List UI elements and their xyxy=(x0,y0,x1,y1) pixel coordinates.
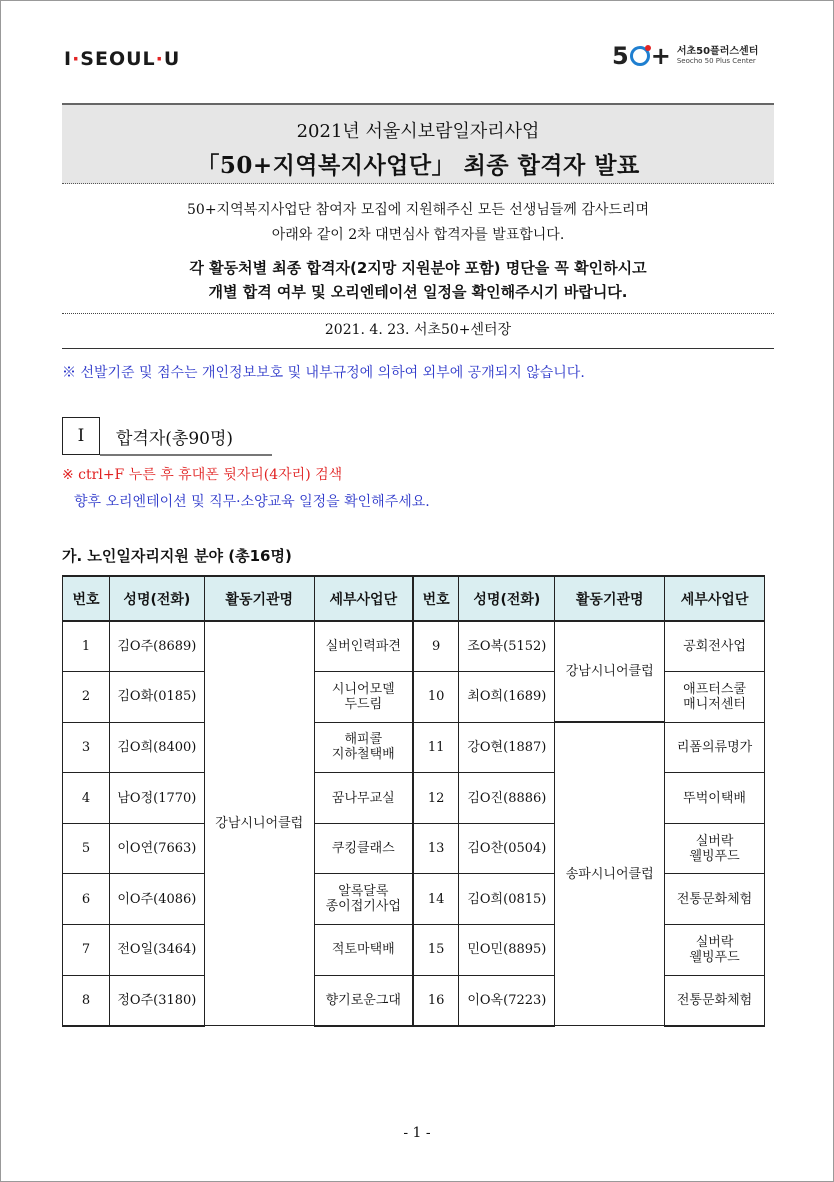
biz-cell: 전통문화체험 xyxy=(665,874,765,925)
biz-cell: 리폼의류명가 xyxy=(665,722,765,773)
title-box xyxy=(62,103,774,184)
intro-bold-text xyxy=(62,256,774,304)
sub-heading: 가. 노인일자리지원 분야 (총16명) xyxy=(62,547,292,565)
applicant-name: 김O진(8886) xyxy=(459,773,555,824)
row-number: 2 xyxy=(63,672,110,723)
header-cell: 세부사업단 xyxy=(314,576,413,621)
page-number: - 1 - xyxy=(403,1125,431,1141)
row-number: 6 xyxy=(63,874,110,925)
divider xyxy=(62,348,774,349)
header-cell: 성명(전화) xyxy=(109,576,204,621)
biz-cell: 알록달록 종이접기사업 xyxy=(314,874,413,925)
logo-text: 서초50플러스센터 Seocho 50 Plus Center xyxy=(676,46,759,65)
biz-cell: 적토마택배 xyxy=(314,925,413,976)
seoul-logo: I·SEOUL·U xyxy=(64,48,181,70)
seocho-50plus-logo xyxy=(612,40,772,72)
org-cell: 강남시니어클럽 xyxy=(204,621,314,1026)
intro-line1: 50+지역복지사업단 참여자 모집에 지원해주신 모든 선생님들께 감사드리며 xyxy=(187,202,649,218)
row-number: 1 xyxy=(63,621,110,672)
intro-text xyxy=(62,198,774,248)
row-number: 5 xyxy=(63,823,110,874)
applicant-name: 최O희(1689) xyxy=(459,672,555,723)
intro-bold-line2: 개별 합격 여부 및 오리엔테이션 일정을 확인해주시기 바랍니다. xyxy=(208,283,628,301)
applicant-table xyxy=(62,575,765,1027)
row-number: 10 xyxy=(413,672,459,723)
biz-cell: 공회전사업 xyxy=(665,621,765,672)
biz-cell: 향기로운그대 xyxy=(314,975,413,1026)
row-number: 14 xyxy=(413,874,459,925)
row-number: 15 xyxy=(413,925,459,976)
applicant-name: 민O민(8895) xyxy=(459,925,555,976)
divider xyxy=(62,313,774,314)
section-title: 합격자(총90명) xyxy=(116,429,234,449)
biz-cell: 실버락 웰빙푸드 xyxy=(665,925,765,976)
applicant-name: 이O주(4086) xyxy=(109,874,204,925)
row-number: 12 xyxy=(413,773,459,824)
intro-line2: 아래와 같이 2차 대면심사 합격자를 발표합니다. xyxy=(271,227,565,243)
row-number: 16 xyxy=(413,975,459,1026)
row-number: 8 xyxy=(63,975,110,1026)
search-notice: ※ ctrl+F 누른 후 휴대폰 뒷자리(4자리) 검색 xyxy=(62,467,343,483)
applicant-name: 강O현(1887) xyxy=(459,722,555,773)
biz-cell: 실버락 웰빙푸드 xyxy=(665,823,765,874)
applicant-name: 남O정(1770) xyxy=(109,773,204,824)
biz-cell: 전통문화체험 xyxy=(665,975,765,1026)
header-cell: 번호 xyxy=(63,576,110,621)
section-number: I xyxy=(62,417,100,455)
applicant-name: 김O희(8400) xyxy=(109,722,204,773)
intro-bold-line1: 각 활동처별 최종 합격자(2지망 지원분야 포함) 명단을 꼭 확인하시고 xyxy=(189,259,647,277)
announcement-date: 2021. 4. 23. 서초50+센터장 xyxy=(324,322,512,338)
row-number: 4 xyxy=(63,773,110,824)
header-cell: 성명(전화) xyxy=(459,576,555,621)
applicant-name: 김O화(0185) xyxy=(109,672,204,723)
biz-cell: 실버인력파견 xyxy=(314,621,413,672)
applicant-name: 전O일(3464) xyxy=(109,925,204,976)
org-cell: 강남시니어클럽 xyxy=(555,621,665,722)
row-number: 3 xyxy=(63,722,110,773)
section-underline xyxy=(100,454,272,456)
header-cell: 활동기관명 xyxy=(555,576,665,621)
table-header-row xyxy=(63,576,765,621)
applicant-name: 정O주(3180) xyxy=(109,975,204,1026)
row-number: 11 xyxy=(413,722,459,773)
title-line1: 2021년 서울시보람일자리사업 xyxy=(296,121,540,142)
table-row xyxy=(63,621,765,672)
applicant-name: 김O찬(0504) xyxy=(459,823,555,874)
fifty-plus-icon: 5 + xyxy=(612,42,671,70)
applicant-name: 이O옥(7223) xyxy=(459,975,555,1026)
table-row xyxy=(63,722,765,773)
biz-cell: 쿠킹클래스 xyxy=(314,823,413,874)
row-number: 9 xyxy=(413,621,459,672)
biz-cell: 꿈나무교실 xyxy=(314,773,413,824)
header-cell: 활동기관명 xyxy=(204,576,314,621)
row-number: 13 xyxy=(413,823,459,874)
applicant-name: 조O복(5152) xyxy=(459,621,555,672)
biz-cell: 해피콜 지하철택배 xyxy=(314,722,413,773)
applicant-name: 이O연(7663) xyxy=(109,823,204,874)
biz-cell: 시니어모델 두드림 xyxy=(314,672,413,723)
applicant-name: 김O희(0815) xyxy=(459,874,555,925)
applicant-name: 김O주(8689) xyxy=(109,621,204,672)
selection-notice: ※ 선발기준 및 점수는 개인정보보호 및 내부규정에 의하여 외부에 공개되지 않습니다. xyxy=(62,365,585,381)
biz-cell: 뚜벅이택배 xyxy=(665,773,765,824)
row-number: 7 xyxy=(63,925,110,976)
org-cell: 송파시니어클럽 xyxy=(555,722,665,1026)
header-cell: 번호 xyxy=(413,576,459,621)
biz-cell: 애프터스쿨 매니저센터 xyxy=(665,672,765,723)
header-cell: 세부사업단 xyxy=(665,576,765,621)
orientation-notice: 향후 오리엔테이션 및 직무·소양교육 일정을 확인해주세요. xyxy=(74,494,430,510)
page-title: 「50+지역복지사업단」 최종 합격자 발표 xyxy=(196,152,640,179)
